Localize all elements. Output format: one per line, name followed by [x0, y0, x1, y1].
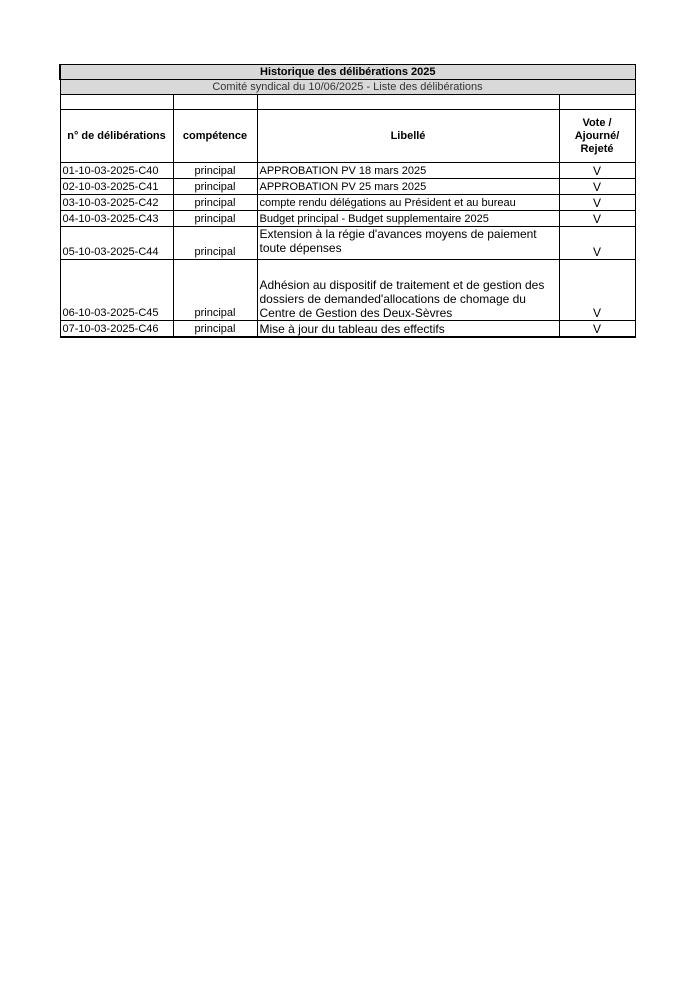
title-row — [60, 65, 635, 80]
row-vote: V — [559, 227, 635, 260]
spacer-cell — [559, 95, 635, 110]
row-numero: 01-10-03-2025-C40 — [60, 163, 173, 179]
table-row — [60, 195, 635, 211]
row-numero: 07-10-03-2025-C46 — [60, 321, 173, 338]
row-numero: 03-10-03-2025-C42 — [60, 195, 173, 211]
row-vote: V — [559, 321, 635, 338]
row-competence: principal — [173, 260, 257, 321]
subtitle-row — [60, 80, 635, 95]
row-competence: principal — [173, 179, 257, 195]
row-numero: 02-10-03-2025-C41 — [60, 179, 173, 195]
spacer-cell — [60, 95, 173, 110]
row-competence: principal — [173, 227, 257, 260]
row-numero: 04-10-03-2025-C43 — [60, 211, 173, 227]
row-libelle: APPROBATION PV 18 mars 2025 — [257, 163, 559, 179]
deliberations-table — [59, 64, 636, 338]
row-competence: principal — [173, 211, 257, 227]
row-libelle: Extension à la régie d'avances moyens de paiement toute dépenses — [257, 227, 559, 260]
row-libelle: Mise à jour du tableau des effectifs — [257, 321, 559, 338]
table-row — [60, 321, 635, 338]
row-numero: 05-10-03-2025-C44 — [60, 227, 173, 260]
row-libelle: Adhésion au dispositif de traitement et de gestion des dossiers de demanded'allocations de chomage du Centre de Gestion des Deux-Sèvres — [257, 260, 559, 321]
row-vote: V — [559, 260, 635, 321]
header-row — [60, 110, 635, 163]
table-row — [60, 179, 635, 195]
row-vote: V — [559, 163, 635, 179]
header-vote: Vote / Ajourné/ Rejeté — [559, 110, 635, 163]
row-vote: V — [559, 195, 635, 211]
row-competence: principal — [173, 321, 257, 338]
table-row — [60, 163, 635, 179]
row-vote: V — [559, 211, 635, 227]
row-vote: V — [559, 179, 635, 195]
header-libelle: Libellé — [257, 110, 559, 163]
row-libelle: Budget principal - Budget supplementaire 2025 — [257, 211, 559, 227]
header-competence: compétence — [173, 110, 257, 163]
row-numero: 06-10-03-2025-C45 — [60, 260, 173, 321]
table-row — [60, 211, 635, 227]
spacer-cell — [257, 95, 559, 110]
document-title: Historique des délibérations 2025 — [60, 65, 635, 80]
row-competence: principal — [173, 195, 257, 211]
row-libelle: compte rendu délégations au Président et au bureau — [257, 195, 559, 211]
row-libelle: APPROBATION PV 25 mars 2025 — [257, 179, 559, 195]
deliberations-sheet — [59, 64, 634, 338]
document-subtitle: Comité syndical du 10/06/2025 - Liste des délibérations — [60, 80, 635, 95]
table-row — [60, 260, 635, 321]
spacer-cell — [173, 95, 257, 110]
row-competence: principal — [173, 163, 257, 179]
header-numero: n° de délibérations — [60, 110, 173, 163]
table-row — [60, 227, 635, 260]
spacer-row — [60, 95, 635, 110]
